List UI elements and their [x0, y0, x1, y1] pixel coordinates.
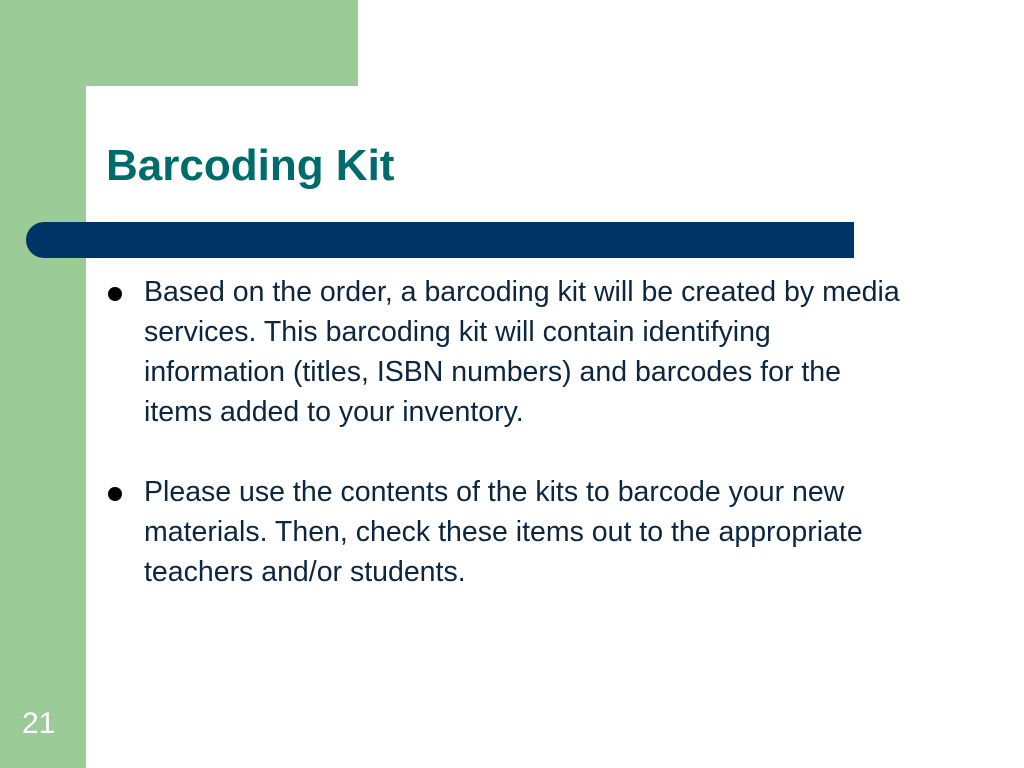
bullet-icon — [108, 487, 122, 501]
green-frame-top — [0, 0, 358, 86]
green-frame-left — [0, 0, 86, 768]
bullet-text: Please use the contents of the kits to barcode your new materials. Then, check these items out to the appropriate teachers and/or students. — [144, 476, 863, 588]
bullet-list — [106, 272, 906, 632]
slide-number: 21 — [22, 707, 56, 740]
bullet-text: Based on the order, a barcoding kit will be created by media services. This barcoding kit will contain identifying information (titles, ISBN numbers) and barcodes for the items added to your inventory. — [144, 276, 900, 428]
bullet-item — [106, 472, 906, 592]
bullet-icon — [108, 287, 122, 301]
slide-title: Barcoding Kit — [106, 141, 395, 190]
bullet-item — [106, 272, 906, 432]
title-underline-bar — [26, 222, 854, 258]
